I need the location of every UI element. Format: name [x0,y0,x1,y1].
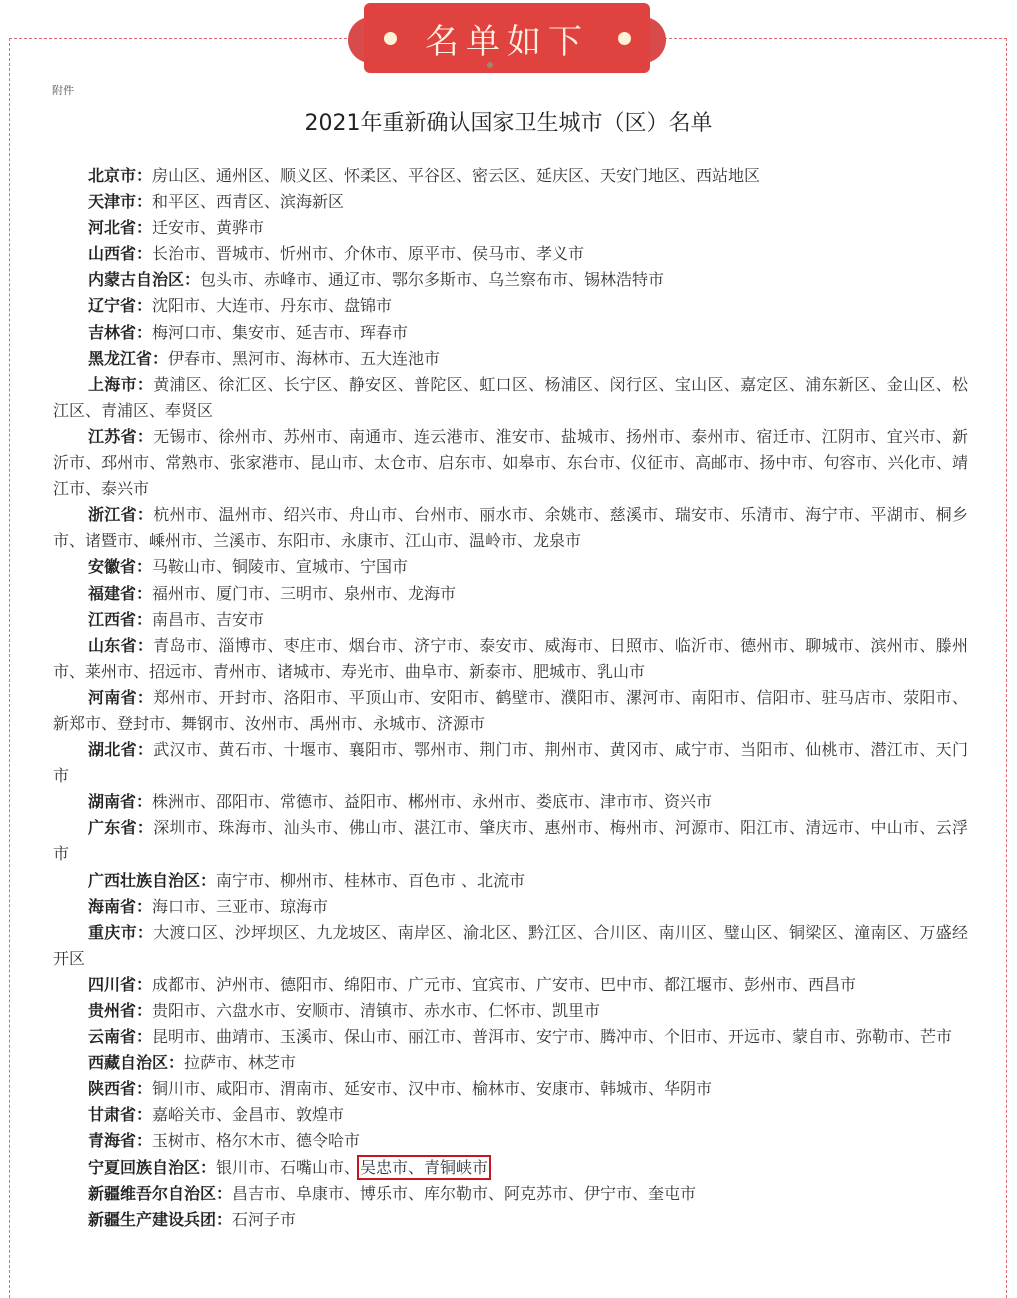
city-names: 昆明市、曲靖市、玉溪市、保山市、丽江市、普洱市、安宁市、腾冲市、个旧市、开远市、蒙自市、弥勒市、芒市 [152,1027,953,1047]
list-item [53,554,968,580]
province-name: 山西省： [88,244,153,264]
list-item [53,633,968,685]
banner [348,3,666,73]
city-names: 银川市、石嘴山市、 [216,1157,361,1177]
list-item [53,1050,968,1076]
list-item [53,502,968,554]
province-name: 内蒙古自治区： [88,270,201,290]
province-name: 河北省： [88,218,153,238]
city-names: 昌吉市、阜康市、博乐市、库尔勒市、阿克苏市、伊宁市、奎屯市 [232,1183,697,1203]
province-name: 辽宁省： [88,296,153,316]
banner-dot-left-icon [384,32,397,45]
list-item [53,607,968,633]
province-name: 上海市： [88,374,154,394]
banner-text: 名单如下 [425,21,589,62]
list-item-ningxia [53,1155,968,1181]
list-item [53,346,968,372]
city-names: 南昌市、吉安市 [152,609,265,629]
list-item [53,1128,968,1154]
annex-label: 附件 [52,84,74,97]
province-name: 贵州省： [88,1001,153,1020]
province-name: 海南省： [88,896,153,916]
city-names: 迁安市、黄骅市 [152,218,265,238]
banner-label-box [364,3,650,73]
list-item [53,1207,968,1233]
city-names: 长治市、晋城市、忻州市、介休市、原平市、侯马市、孝义市 [152,244,585,264]
city-names: 房山区、通州区、顺义区、怀柔区、平谷区、密云区、延庆区、天安门地区、西站地区 [152,166,761,185]
city-names: 深圳市、珠海市、汕头市、佛山市、湛江市、肇庆市、惠州市、梅州市、河源市、阳江市、清远市、中山市、云浮市 [53,818,968,864]
city-names: 石河子市 [232,1209,297,1229]
city-names: 沈阳市、大连市、丹东市、盘锦市 [152,296,393,316]
list-item [53,241,968,267]
city-names: 杭州市、温州市、绍兴市、舟山市、台州市、丽水市、余姚市、慈溪市、瑞安市、乐清市、海宁市、平湖市、桐乡市、诸暨市、嵊州市、兰溪市、东阳市、永康市、江山市、温岭市、龙泉市 [53,505,968,551]
province-name: 新疆生产建设兵团： [88,1209,233,1229]
city-names: 郑州市、开封市、洛阳市、平顶山市、安阳市、鹤壁市、濮阳市、漯河市、南阳市、信阳市、驻马店市、荥阳市、新郑市、登封市、舞钢市、汝州市、禹州市、永城市、济源市 [53,687,968,733]
province-name: 河南省： [88,687,154,707]
city-names: 株洲市、邵阳市、常德市、益阳市、郴州市、永州市、娄底市、津市市、资兴市 [152,792,713,812]
province-name: 广西壮族自治区： [88,870,217,890]
city-names: 福州市、厦门市、三明市、泉州市、龙海市 [152,583,457,603]
city-names: 拉萨市、林芝市 [184,1053,297,1073]
province-name: 吉林省： [88,322,153,342]
list-item [53,372,968,424]
city-names: 武汉市、黄石市、十堰市、襄阳市、鄂州市、荆门市、荆州市、黄冈市、咸宁市、当阳市、仙桃市、潜江市、天门市 [53,740,968,786]
city-names: 和平区、西青区、滨海新区 [152,192,345,212]
province-name: 福建省： [88,583,153,603]
province-name: 北京市： [88,166,153,185]
city-names: 大渡口区、沙坪坝区、九龙坡区、南岸区、渝北区、黔江区、合川区、南川区、璧山区、铜梁区、潼南区、万盛经开区 [53,922,968,968]
province-name: 江苏省： [88,426,154,446]
list-item [53,789,968,815]
city-names: 伊春市、黑河市、海林市、五大连池市 [168,348,441,368]
list-item [53,685,968,737]
list-item [53,267,968,293]
city-names: 包头市、赤峰市、通辽市、鄂尔多斯市、乌兰察布市、锡林浩特市 [200,270,665,290]
list-item [53,868,968,894]
province-name: 甘肃省： [88,1105,153,1125]
list-item [53,581,968,607]
list-item [53,293,968,319]
list-item [53,1024,968,1050]
city-names: 黄浦区、徐汇区、长宁区、静安区、普陀区、虹口区、杨浦区、闵行区、宝山区、嘉定区、浦东新区、金山区、松江区、青浦区、奉贤区 [53,374,968,420]
list-item [53,894,968,920]
province-name: 安徽省： [88,557,153,577]
list-item [53,815,968,867]
city-names: 青岛市、淄博市、枣庄市、烟台市、济宁市、泰安市、威海市、日照市、临沂市、德州市、聊城市、滨州市、滕州市、莱州市、招远市、青州市、诸城市、寿光市、曲阜市、新泰市、肥城市、乳山市 [53,635,968,681]
province-name: 湖南省： [88,792,153,812]
city-names: 马鞍山市、铜陵市、宣城市、宁国市 [152,557,409,577]
banner-dot-right-icon [618,32,631,45]
province-name: 江西省： [88,609,153,629]
province-name: 宁夏回族自治区： [88,1157,217,1177]
city-names: 梅河口市、集安市、延吉市、珲春市 [152,322,409,342]
province-name: 黑龙江省： [88,348,169,368]
province-name: 山东省： [88,635,154,655]
province-name: 青海省： [88,1131,153,1151]
city-names: 嘉峪关市、金昌市、敦煌市 [152,1105,345,1125]
province-name: 广东省： [88,818,154,838]
city-names: 成都市、泸州市、德阳市、绵阳市、广元市、宜宾市、广安市、巴中市、都江堰市、彭州市、西昌市 [152,974,857,994]
city-names: 贵阳市、六盘水市、安顺市、清镇市、赤水市、仁怀市、凯里市 [152,1001,601,1020]
city-list [53,163,968,1233]
list-item [53,737,968,789]
province-name: 重庆市： [88,922,154,942]
list-item [53,1076,968,1102]
city-names: 玉树市、格尔木市、德令哈市 [152,1131,361,1151]
list-item [53,998,968,1024]
list-item [53,189,968,215]
list-item [53,215,968,241]
province-name: 新疆维吾尔自治区： [88,1183,233,1203]
province-name: 云南省： [88,1027,153,1047]
list-item [53,320,968,346]
cursor-dot-icon [487,62,493,68]
city-names: 铜川市、咸阳市、渭南市、延安市、汉中市、榆林市、安康市、韩城市、华阴市 [152,1079,713,1099]
list-item [53,920,968,972]
province-name: 西藏自治区： [88,1053,185,1073]
list-item [53,1181,968,1207]
list-item [53,1102,968,1128]
province-name: 湖北省： [88,740,154,760]
list-item [53,972,968,998]
province-name: 四川省： [88,974,153,994]
document-title: 2021年重新确认国家卫生城市（区）名单 [304,111,713,136]
province-name: 浙江省： [88,505,154,525]
highlighted-cities-box: 吴忠市、青铜峡市 [360,1157,489,1177]
city-names: 南宁市、柳州市、桂林市、百色市 、北流市 [216,870,526,890]
province-name: 天津市： [88,192,153,212]
list-item [53,424,968,502]
city-names: 海口市、三亚市、琼海市 [152,896,329,916]
province-name: 陕西省： [88,1079,153,1099]
list-item [53,163,968,189]
city-names: 无锡市、徐州市、苏州市、南通市、连云港市、淮安市、盐城市、扬州市、泰州市、宿迁市、江阴市、宜兴市、新沂市、邳州市、常熟市、张家港市、昆山市、太仓市、启东市、如皋市、东台市、仪征市、高邮市、扬中市、句容市、兴化市、靖江市、泰兴市 [53,426,968,499]
